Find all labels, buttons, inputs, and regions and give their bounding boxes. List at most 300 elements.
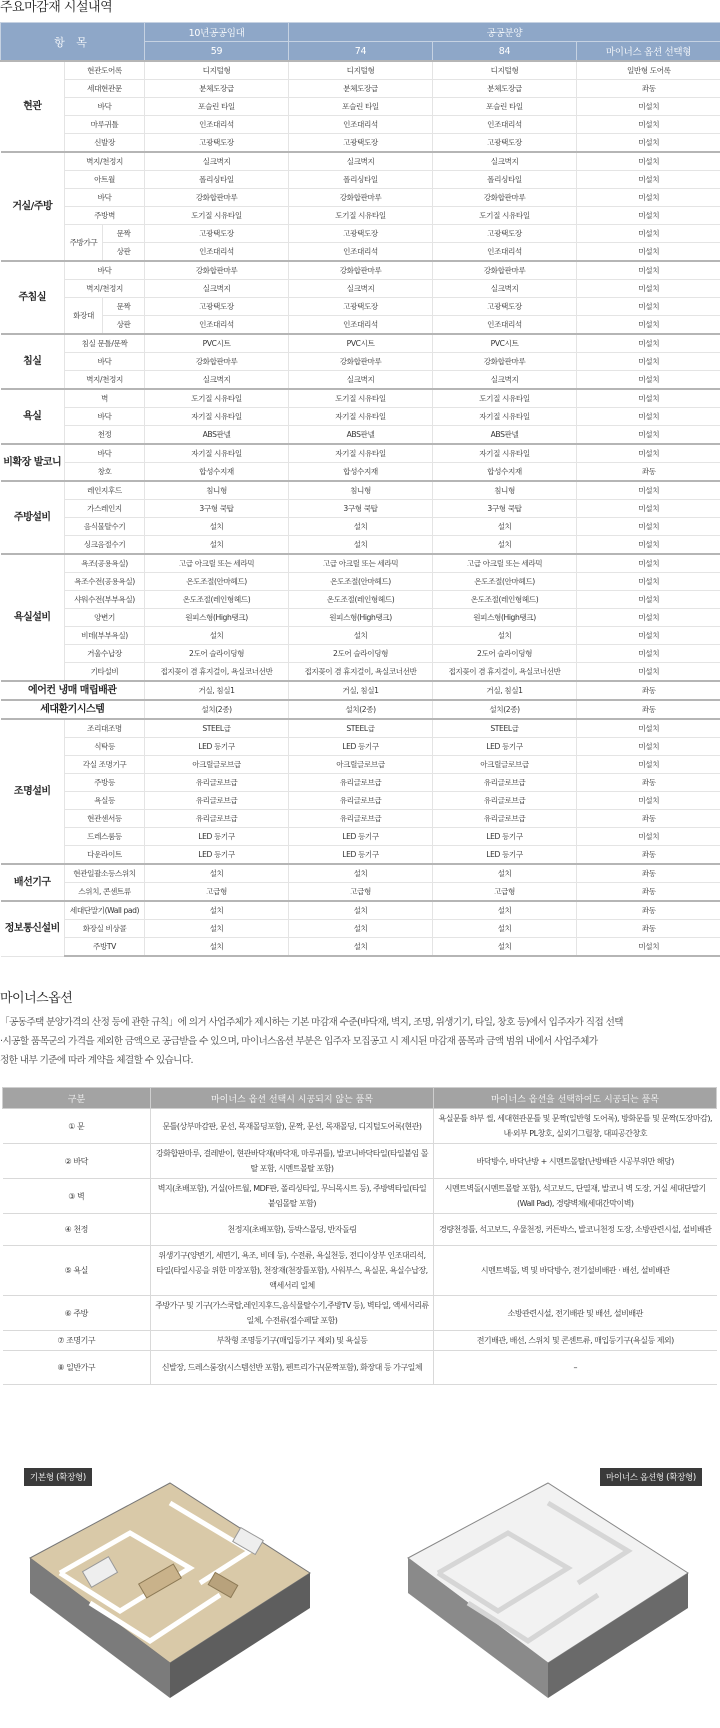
spec-value: 고광택도장 [433,225,577,243]
spec-value: ABS판넬 [145,426,289,445]
table-row [1,171,720,189]
minus-option-value: 좌동 [577,681,720,700]
minus-option-value: 미설치 [577,828,720,846]
spec-value: LED 등기구 [289,846,433,865]
table-row [1,573,720,591]
item-label: 벽 [65,389,145,408]
item-label: 드레스룸등 [65,828,145,846]
spec-value: 설치 [145,536,289,555]
spec-value: 분체도장급 [145,80,289,98]
spec-value: 실크벽지 [289,152,433,171]
installed-cell: 전기배관, 배선, 스위치 및 콘센트류, 매입등기구(욕실등 제외) [434,1331,717,1351]
description-line: ·시공할 품목군의 가격을 제외한 금액으로 공급받을 수 있으며, 마이너스옵션 부분은 입주자 모집공고 시 제시된 마감재 품목과 금액 범위 내에서 사업주체가 [0,1036,598,1047]
spec-value: 고광택도장 [145,134,289,153]
table-row [1,681,720,700]
spec-value: ABS판넬 [433,426,577,445]
spec-value: 분체도장급 [289,80,433,98]
category-cell: ① 문 [3,1109,151,1144]
spec-value: 설치 [145,920,289,938]
spec-value: 설치 [289,901,433,920]
table-row [1,116,720,134]
type-header-74: 74 [289,42,433,62]
spec-value: 원피스형(High탱크) [145,609,289,627]
table-row [3,1109,717,1144]
spec-value: 설치 [433,938,577,957]
spec-value: 온도조절(안마헤드) [433,573,577,591]
spec-value: LED 등기구 [145,828,289,846]
spec-value: STEEL급 [433,719,577,738]
spec-value: 실크벽지 [145,280,289,298]
minus-option-value: 미설치 [577,261,720,280]
minus-option-value: 미설치 [577,518,720,536]
spec-value: PVC시트 [433,334,577,353]
spec-value: 실크벽지 [289,371,433,390]
minus-option-value: 미설치 [577,627,720,645]
spec-value: 설치 [145,518,289,536]
installed-cell: 경량천정틀, 석고보드, 우물천정, 커튼박스, 발코니천정 도장, 소방관련시설, 설비배관 [434,1214,717,1246]
table-row [1,738,720,756]
minus-option-value: 미설치 [577,298,720,316]
section-title-finishes: 주요마감재 시설내역 [0,0,113,15]
spec-value: 폴리싱타일 [145,171,289,189]
minus-header-row [3,1088,717,1109]
table-row [1,189,720,207]
spec-value: 3구형 쿡탑 [433,500,577,518]
spec-value: 거실, 침실1 [289,681,433,700]
sub-item-label: 문짝 [103,225,145,243]
spec-value: 유리글로브급 [145,810,289,828]
minus-option-value: 좌동 [577,920,720,938]
sub-item-label: 문짝 [103,298,145,316]
spec-value: 합성수지재 [145,463,289,482]
spec-value: LED 등기구 [433,828,577,846]
table-row [1,756,720,774]
spec-value: 강화합판마루 [433,353,577,371]
spec-value: 2도어 슬라이딩형 [433,645,577,663]
spec-value: 자기질 시유타일 [433,408,577,426]
table-row [1,536,720,555]
table-row [1,389,720,408]
spec-value: 고광택도장 [145,225,289,243]
table-row [1,225,720,243]
minus-option-value: 미설치 [577,663,720,682]
spec-value: 도기질 시유타일 [433,389,577,408]
spec-value: 고광택도장 [289,298,433,316]
spec-value: 자기질 시유타일 [433,444,577,463]
spec-value: 자기질 시유타일 [145,408,289,426]
spec-value: 설치 [433,901,577,920]
minus-option-value: 미설치 [577,536,720,555]
spec-value: 실크벽지 [145,371,289,390]
spec-value: 설치(2종) [433,700,577,719]
item-label: 바닥 [65,444,145,463]
minus-option-value: 미설치 [577,134,720,153]
spec-value: 도기질 시유타일 [145,207,289,225]
installed-cell: 시멘트벽돌(시멘트몰탈 포함), 석고보드, 단열재, 발코니 벽 도장, 거실 세대단말기(Wall Pad), 경량벽체(세대간막이벽) [434,1179,717,1214]
spec-value: 강화합판마루 [145,353,289,371]
spec-value: 인조대리석 [145,243,289,262]
spec-value: 온도조절(레인형헤드) [289,591,433,609]
spec-value: 합성수지재 [289,463,433,482]
minus-option-value: 미설치 [577,738,720,756]
minus-option-value: 미설치 [577,152,720,171]
spec-value: 아크릴글로브급 [433,756,577,774]
item-label: 바닥 [65,408,145,426]
group-label: 정보통신설비 [1,901,65,956]
spec-value: LED 등기구 [289,828,433,846]
installed-cell: 소방관련시설, 전기배관 및 배선, 설비배관 [434,1296,717,1331]
spec-value: 유리글로브급 [145,792,289,810]
spec-value: 고급형 [433,883,577,902]
table-row [1,408,720,426]
spec-value: 온도조절(안마헤드) [289,573,433,591]
spec-value: 설치(2종) [145,700,289,719]
spec-value: 유리글로브급 [289,810,433,828]
minus-option-value: 좌동 [577,864,720,883]
spec-value: 온도조절(레인형헤드) [433,591,577,609]
item-label: 식탁등 [65,738,145,756]
spec-value: 설치 [289,920,433,938]
table-row [1,645,720,663]
spec-value: 강화합판마루 [145,189,289,207]
spec-value: 포슬린 타일 [289,98,433,116]
spec-value: 강화합판마루 [433,261,577,280]
minus-option-value: 미설치 [577,554,720,573]
rental-group-header: 10년공공임대 [145,23,289,42]
sub-item-label: 상판 [103,243,145,262]
spec-value: 3구형 쿡탑 [289,500,433,518]
minus-option-value: 미설치 [577,938,720,957]
basic-type-illustration [20,1463,320,1713]
minus-option-value: 미설치 [577,171,720,189]
item-label: 비데(부부욕실) [65,627,145,645]
minus-option-value: 미설치 [577,353,720,371]
minus-option-value: 미설치 [577,116,720,134]
table-row [1,371,720,390]
spec-value: 인조대리석 [433,116,577,134]
spec-value: 인조대리석 [433,316,577,335]
spec-value: 강화합판마루 [289,261,433,280]
table-row [1,243,720,262]
spec-value: 온도조절(레인형헤드) [145,591,289,609]
spec-value: 디지털형 [145,61,289,80]
table-row [3,1144,717,1179]
group-label: 거실/주방 [1,152,65,261]
spec-value: 강화합판마루 [433,189,577,207]
spec-value: 원피스형(High탱크) [433,609,577,627]
spec-value: 유리글로브급 [433,792,577,810]
minus-option-value: 좌동 [577,901,720,920]
item-label: 샤워수전(부부욕실) [65,591,145,609]
table-row [1,207,720,225]
minus-option-value: 미설치 [577,792,720,810]
item-label: 창호 [65,463,145,482]
minus-option-illustration [398,1463,698,1713]
table-row [1,663,720,682]
table-row [1,134,720,153]
spec-value: 침니형 [289,481,433,500]
spec-value: 유리글로브급 [289,792,433,810]
spec-value: 인조대리석 [145,116,289,134]
table-row [1,80,720,98]
spec-value: 설치 [289,518,433,536]
spec-value: 유리글로브급 [433,774,577,792]
category-cell: ⑦ 조명기구 [3,1331,151,1351]
spec-value: 강화합판마루 [289,189,433,207]
not-installed-cell: 부착형 조명등기구(매입등기구 제외) 및 욕실등 [151,1331,434,1351]
minus-option-value: 미설치 [577,645,720,663]
spec-value: 실크벽지 [145,152,289,171]
type-header-59: 59 [145,42,289,62]
table-row [1,700,720,719]
item-label: 스위치, 콘센트류 [65,883,145,902]
table-row [1,828,720,846]
table-row [1,792,720,810]
basic-type-label: 기본형 (확장형) [24,1468,92,1486]
item-label: 아트월 [65,171,145,189]
item-label: 레인지후드 [65,481,145,500]
item-label: 주방벽 [65,207,145,225]
spec-value: LED 등기구 [433,846,577,865]
minus-option-value: 미설치 [577,591,720,609]
spec-value: 접지꽂이 겸 휴지걸이, 욕실코너선반 [289,663,433,682]
spec-value: 자기질 시유타일 [289,408,433,426]
minus-option-body [3,1109,717,1385]
table-row [1,627,720,645]
item-label: 각실 조명기구 [65,756,145,774]
table-row [1,444,720,463]
item-label: 음식물탈수기 [65,518,145,536]
spec-value: 고광택도장 [145,298,289,316]
spec-value: 디지털형 [433,61,577,80]
table-row [3,1296,717,1331]
spec-value: 아크릴글로브급 [145,756,289,774]
installed-header: 마이너스 옵션을 선택하여도 시공되는 품목 [434,1088,717,1109]
table-row [1,591,720,609]
spec-value: 침니형 [433,481,577,500]
table-row [1,883,720,902]
minus-option-value: 미설치 [577,426,720,445]
spec-value: 고광택도장 [289,134,433,153]
spec-value: 접지꽂이 겸 휴지걸이, 욕실코너선반 [145,663,289,682]
table-row [1,810,720,828]
minus-option-value: 좌동 [577,846,720,865]
category-cell: ② 바닥 [3,1144,151,1179]
table-row [1,98,720,116]
table-row [1,298,720,316]
table-row [3,1179,717,1214]
minus-option-value: 미설치 [577,334,720,353]
spec-value: 설치 [433,627,577,645]
spec-value: 유리글로브급 [433,810,577,828]
table-row [3,1246,717,1296]
spec-value: 포슬린 타일 [145,98,289,116]
spec-value: 포슬린 타일 [433,98,577,116]
group-label: 주방설비 [1,481,65,554]
group-label: 침실 [1,334,65,389]
spec-value: 2도어 슬라이딩형 [289,645,433,663]
item-label: 싱크음절수기 [65,536,145,555]
spec-value: 고광택도장 [289,225,433,243]
not-installed-cell: 신발장, 드레스룸장(시스템선반 포함), 펜트리가구(문짝포함), 화장대 등 가구일체 [151,1351,434,1385]
table-row [1,426,720,445]
spec-value: 강화합판마루 [145,261,289,280]
spec-value: STEEL급 [145,719,289,738]
item-label: 바닥 [65,353,145,371]
category-cell: ④ 천정 [3,1214,151,1246]
spec-value: 설치 [433,864,577,883]
spec-value: 도기질 시유타일 [289,389,433,408]
minus-option-value: 미설치 [577,719,720,738]
group-label: 조명설비 [1,719,65,864]
table-row [1,774,720,792]
spec-value: PVC시트 [145,334,289,353]
spec-value: 침니형 [145,481,289,500]
spec-value: PVC시트 [289,334,433,353]
minus-option-value: 일반형 도어록 [577,61,720,80]
group-label: 현관 [1,61,65,152]
spec-value: 자기질 시유타일 [145,444,289,463]
spec-value: 설치 [433,518,577,536]
spec-value: 도기질 시유타일 [145,389,289,408]
spec-value: 유리글로브급 [289,774,433,792]
minus-option-value: 미설치 [577,371,720,390]
installed-cell: – [434,1351,717,1385]
item-label: 천정 [65,426,145,445]
minus-option-value: 미설치 [577,756,720,774]
table-row [1,280,720,298]
not-installed-header: 마이너스 옵션 선택시 시공되지 않는 품목 [151,1088,434,1109]
not-installed-cell: 문틀(상부마감판, 문선, 목재몰딩포함), 문짝, 문선, 목재몰딩, 디지털도어록(현관) [151,1109,434,1144]
category-header: 구분 [3,1088,151,1109]
spec-value: 3구형 쿡탑 [145,500,289,518]
minus-option-value: 미설치 [577,243,720,262]
item-label: 바닥 [65,261,145,280]
sub-item-label: 상판 [103,316,145,335]
minus-option-value: 미설치 [577,98,720,116]
not-installed-cell: 강화합판마루, 걸레받이, 현관바닥재(바닥재, 마루귀틀), 발코니바닥타일(타일붙임 몰탈 포함, 시멘트몰탈 포함) [151,1144,434,1179]
spec-value: 자기질 시유타일 [289,444,433,463]
description-line: 「공동주택 분양가격의 산정 등에 관한 규칙」에 의거 사업주체가 제시하는 기본 마감재 수준(바닥재, 벽지, 조명, 위생기기, 타일, 창호 등)에서 입주자가 직접 선택 [0,1017,623,1028]
spec-value: 폴리싱타일 [289,171,433,189]
group-label: 세대환기시스템 [1,700,145,719]
spec-value: 2도어 슬라이딩형 [145,645,289,663]
table-row [1,481,720,500]
spec-value: 설치 [289,864,433,883]
item-label: 주방등 [65,774,145,792]
spec-value: 설치 [289,938,433,957]
table-row [1,316,720,335]
table-row [1,353,720,371]
group-label: 에어컨 냉매 매립배관 [1,681,145,700]
finishes-table [0,22,720,957]
spec-value: 설치 [145,627,289,645]
item-label: 벽지/천정지 [65,152,145,171]
spec-value: LED 등기구 [145,846,289,865]
table-row [1,864,720,883]
minus-option-value: 미설치 [577,189,720,207]
item-label: 주방가구 [65,225,103,262]
minus-option-value: 좌동 [577,774,720,792]
table-row [1,334,720,353]
spec-value: LED 등기구 [289,738,433,756]
spec-value: 고급 아크릴 또는 세라믹 [145,554,289,573]
item-label: 조리대조명 [65,719,145,738]
spec-value: 설치 [145,901,289,920]
group-label: 욕실 [1,389,65,444]
spec-value: 실크벽지 [289,280,433,298]
spec-value: 실크벽지 [433,152,577,171]
spec-value: LED 등기구 [433,738,577,756]
item-label: 화장대 [65,298,103,335]
minus-option-value: 좌동 [577,700,720,719]
minus-option-value: 미설치 [577,609,720,627]
category-cell: ③ 벽 [3,1179,151,1214]
installed-cell: 시멘트벽돌, 벽 및 바닥방수, 전기설비배관 · 배선, 설비배관 [434,1246,717,1296]
table-row [3,1331,717,1351]
item-label: 현관일괄소등스위치 [65,864,145,883]
group-label: 주침실 [1,261,65,334]
minus-option-value: 미설치 [577,500,720,518]
minus-option-description [0,1013,720,1070]
description-line: 정한 내부 기준에 따라 계약을 체결할 수 있습니다. [0,1055,193,1066]
spec-value: 설치 [145,938,289,957]
item-label: 화장실 비상콜 [65,920,145,938]
item-label: 세대단말기(Wall pad) [65,901,145,920]
spec-value: 실크벽지 [433,280,577,298]
item-label: 세대현관문 [65,80,145,98]
spec-value: 인조대리석 [433,243,577,262]
minus-option-value: 미설치 [577,408,720,426]
spec-value: 설치 [145,864,289,883]
table-row [1,554,720,573]
spec-value: 고광택도장 [433,134,577,153]
spec-value: 도기질 시유타일 [433,207,577,225]
item-label: 욕조수전(공용욕실) [65,573,145,591]
spec-value: 인조대리석 [289,116,433,134]
spec-value: 인조대리석 [145,316,289,335]
group-label: 비확장 발코니 [1,444,65,481]
table-row [1,609,720,627]
installed-cell: 바닥방수, 바닥난방 + 시멘트몰탈(난방배관 시공부위만 해당) [434,1144,717,1179]
spec-value: 설치 [289,536,433,555]
spec-value: 인조대리석 [289,316,433,335]
not-installed-cell: 위생기구(양변기, 세면기, 욕조, 비데 등), 수전류, 욕실천등, 전디이상부 인조대리석, 타일(타일시공을 위한 미장포함), 천장재(천장틀포함), 사워부스, 욕실문, 욕실수납장, 액세서리 일체 [151,1246,434,1296]
table-row [1,938,720,957]
table-row [1,920,720,938]
spec-value: 폴리싱타일 [433,171,577,189]
table-row [1,152,720,171]
finishes-header-row-1 [1,23,720,42]
spec-value: ABS판넬 [289,426,433,445]
category-cell: ⑤ 욕실 [3,1246,151,1296]
spec-value: 설치 [289,627,433,645]
spec-value: LED 등기구 [145,738,289,756]
spec-value: 인조대리석 [289,243,433,262]
minus-option-header: 마이너스 옵션 선택형 [577,42,720,62]
spec-value: 접지꽂이 겸 휴지걸이, 욕실코너선반 [433,663,577,682]
spec-value: 유리글로브급 [145,774,289,792]
table-row [1,846,720,865]
category-cell: ⑧ 일반가구 [3,1351,151,1385]
spec-value: 거실, 침실1 [145,681,289,700]
spec-value: 도기질 시유타일 [289,207,433,225]
table-row [1,500,720,518]
item-label: 거울수납장 [65,645,145,663]
group-label: 배선기구 [1,864,65,901]
item-header: 항 목 [1,23,145,62]
item-label: 양변기 [65,609,145,627]
